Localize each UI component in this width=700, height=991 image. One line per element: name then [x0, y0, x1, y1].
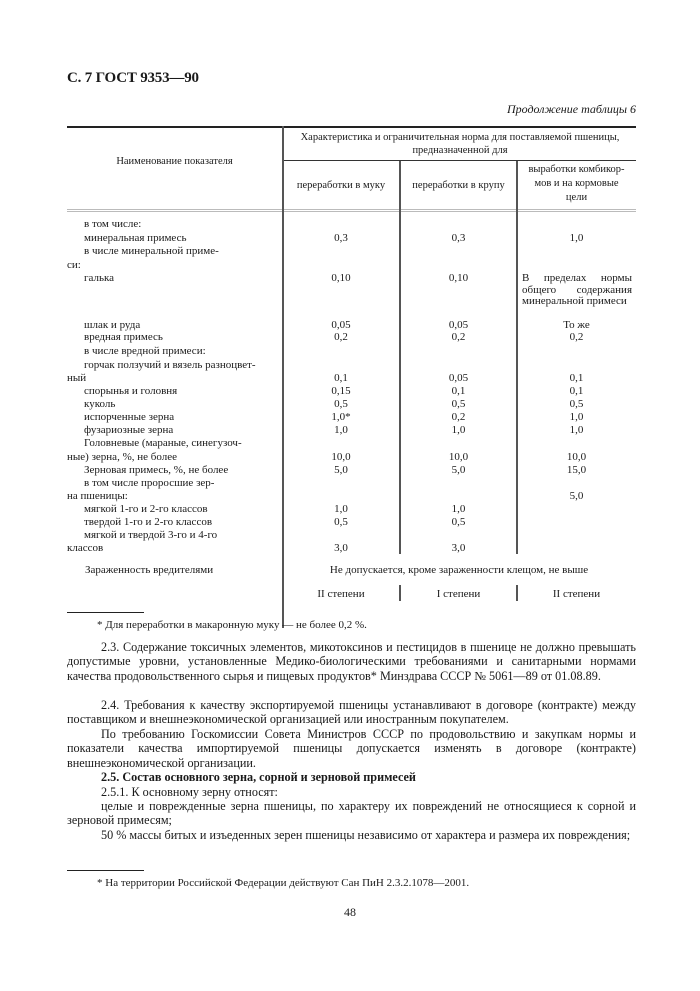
- cell-groats: 0,5: [451, 398, 466, 410]
- paragraph-2-4-import: По требованию Госкомиссии Совета Министров СССР по продовольствию и закупкам нормы и показатели качества импортируемой пшеницы допускается изменять в договоре (контракте) внешнеэкономической организации.: [67, 727, 636, 770]
- row-label: в том числе проросшие зер-: [84, 477, 215, 489]
- row-label: в числе минеральной приме-: [84, 245, 219, 257]
- row-label: в том числе:: [84, 218, 142, 230]
- cell-groats: I степени: [436, 588, 481, 600]
- row-label: Зерновая примесь, %, не более: [84, 464, 229, 476]
- header-group: Характеристика и ограничительная норма для поставляемой пшеницы, предназначенной для: [300, 132, 620, 156]
- page-header: С. 7 ГОСТ 9353—90: [67, 70, 199, 86]
- footnote-rule: [67, 612, 144, 613]
- cell-groats: 1,0: [451, 424, 466, 436]
- cell-feed: 0,2: [569, 331, 584, 343]
- cell-flour: 1,0: [334, 503, 348, 515]
- header-indicator-name: Наименование показателя: [116, 156, 233, 167]
- row-label: Головневые (мараные, синегузоч-: [84, 437, 242, 449]
- cell-flour: 0,15: [331, 385, 351, 397]
- cell-groats: 0,3: [451, 232, 466, 244]
- cell-feed: 1,0: [569, 232, 584, 244]
- cell-flour: 1,0*: [331, 411, 351, 423]
- cell-groats: 0,10: [448, 272, 469, 284]
- cell-flour: 10,0: [331, 451, 351, 463]
- cell-groats: 10,0: [448, 451, 469, 463]
- row-label: вредная примесь: [84, 331, 163, 343]
- cell-groats: 0,05: [448, 319, 469, 331]
- cell-groats: 0,2: [451, 331, 466, 343]
- row-label: минеральная примесь: [84, 232, 187, 244]
- row-label-pests: Зараженность вредителями: [85, 564, 214, 576]
- row-label: галька: [84, 272, 115, 284]
- header-flour: переработки в муку: [296, 180, 386, 191]
- pests-span-text: Не допускается, кроме зараженности клещом, не выше: [329, 564, 589, 576]
- row-label: спорынья и головня: [84, 385, 178, 397]
- row-label: фузариозные зерна: [84, 424, 174, 436]
- cell-flour: II степени: [317, 588, 365, 600]
- cell-feed: То же: [563, 319, 590, 331]
- cell-feed: 0,5: [569, 398, 584, 410]
- cell-flour: 0,10: [331, 272, 351, 284]
- cell-flour: 0,5: [334, 398, 348, 410]
- header-bottom-rule-2: [67, 211, 636, 212]
- table-footnote: * Для переработки в макаронную муку — не более 0,2 %.: [97, 619, 367, 631]
- row-label: горчак ползучий и вязель разноцвет-: [84, 359, 256, 371]
- table-continuation-caption: Продолжение таблицы 6: [506, 102, 636, 116]
- paragraph-2-5-1: 2.5.1. К основному зерну относят:: [101, 785, 278, 799]
- cell-feed: 10,0: [566, 451, 587, 463]
- cell-feed: 5,0: [569, 490, 584, 502]
- header-bottom-rule: [67, 209, 636, 210]
- cell-feed: 0,1: [569, 372, 584, 384]
- cell-flour: 0,3: [334, 232, 348, 244]
- cell-feed: II степени: [552, 588, 601, 600]
- cell-groats: 0,5: [451, 516, 466, 528]
- column-divider-2: [399, 161, 401, 554]
- row-label: куколь: [84, 398, 116, 410]
- cell-groats: 5,0: [451, 464, 466, 476]
- cell-feed: 0,1: [569, 385, 584, 397]
- pests-divider-1: [399, 585, 401, 601]
- cell-flour: 0,1: [334, 372, 348, 384]
- cell-feed: 1,0: [569, 424, 584, 436]
- row-label: мягкой и твердой 3-го и 4-го: [84, 529, 218, 541]
- row-label: испорченные зерна: [84, 411, 175, 423]
- cell-feed: 1,0: [569, 411, 584, 423]
- cell-flour: 0,05: [331, 319, 351, 331]
- header-groats: переработки в крупу: [412, 180, 505, 191]
- row-label: в числе вредной примеси:: [84, 345, 206, 357]
- cell-feed: В пределах нормы общего содержания минеральной примеси: [522, 272, 632, 307]
- page-number: 48: [344, 905, 356, 919]
- cell-flour: 0,2: [334, 331, 348, 343]
- cell-flour: 1,0: [334, 424, 348, 436]
- cell-groats: 1,0: [451, 503, 466, 515]
- cell-feed: 15,0: [566, 464, 587, 476]
- paragraph-2-3: 2.3. Содержание токсичных элементов, микотоксинов и пестицидов в пшенице не должно превышать допустимые уровни, установленные Медико-биологическими требованиями и санитарными нормами качества продовольственного сырья и пищевых продуктов* Минздрава СССР № 5061—89 от 01.08.89.: [67, 640, 636, 683]
- paragraph-2-5-1-b: 50 % массы битых и изъеденных зерен пшеницы независимо от характера и размера их повреждения;: [101, 828, 631, 842]
- pests-divider-2: [516, 585, 518, 601]
- row-label: классов: [67, 542, 104, 554]
- row-label: твердой 1-го и 2-го классов: [84, 516, 213, 528]
- cell-groats: 0,2: [451, 411, 466, 423]
- cell-flour: 3,0: [334, 542, 348, 554]
- row-label: си:: [67, 259, 81, 271]
- header-feed: выработки комбикор- мов и на кормовые цели: [528, 164, 625, 203]
- cell-flour: 5,0: [334, 464, 348, 476]
- row-label: шлак и руда: [84, 319, 141, 331]
- row-label: на пшеницы:: [67, 490, 128, 502]
- row-label: ный: [67, 372, 87, 384]
- paragraph-2-4: 2.4. Требования к качеству экспортируемой пшеницы устанавливают в договоре (контракте) между поставщиком и внешнеэкономической организацией или иностранным покупателем.: [67, 698, 636, 727]
- section-heading-2-5: 2.5. Состав основного зерна, сорной и зерновой примесей: [101, 770, 416, 784]
- table-top-rule: [67, 126, 636, 128]
- cell-flour: 0,5: [334, 516, 348, 528]
- page-footnote-rule: [67, 870, 144, 871]
- cell-groats: 3,0: [451, 542, 466, 554]
- page-footnote: * На территории Российской Федерации действуют Сан ПиН 2.3.2.1078—2001.: [97, 877, 470, 889]
- subheader-rule: [282, 160, 636, 161]
- row-label: мягкой 1-го и 2-го классов: [84, 503, 208, 515]
- paragraph-2-5-1-a: целые и поврежденные зерна пшеницы, по характеру их повреждений не относящиеся к сорной и зерновой примесям;: [67, 799, 636, 828]
- row-label: ные) зерна, %, не более: [67, 451, 177, 463]
- cell-groats: 0,05: [448, 372, 469, 384]
- cell-groats: 0,1: [451, 385, 466, 397]
